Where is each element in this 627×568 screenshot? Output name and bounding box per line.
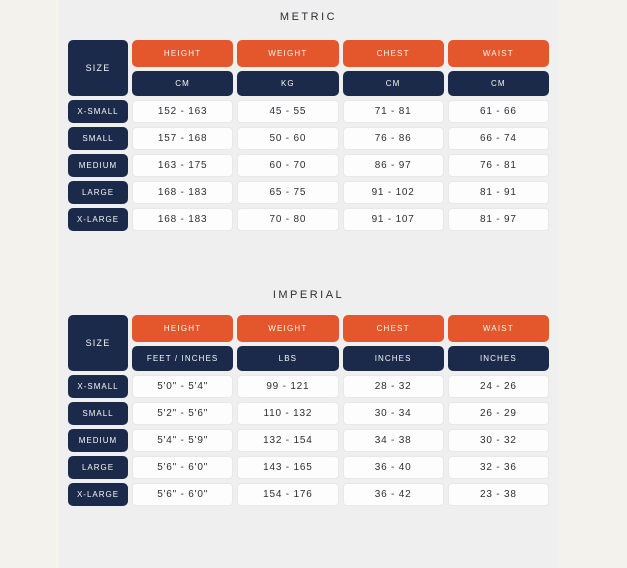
metric-xlarge-chest: 91 - 107: [343, 208, 444, 231]
metric-unit-chest: CM: [343, 71, 444, 96]
metric-large-waist: 81 - 91: [448, 181, 549, 204]
imperial-large-chest: 36 - 40: [343, 456, 444, 479]
imperial-small-height: 5'2" - 5'6": [132, 402, 233, 425]
metric-row-medium-label: MEDIUM: [68, 154, 128, 177]
imperial-row-xlarge-label: X-LARGE: [68, 483, 128, 506]
imperial-row-small-label: SMALL: [68, 402, 128, 425]
metric-column-header-weight: WEIGHT: [237, 40, 338, 67]
imperial-xlarge-height: 5'6" - 6'0": [132, 483, 233, 506]
imperial-large-weight: 143 - 165: [237, 456, 338, 479]
imperial-small-chest: 30 - 34: [343, 402, 444, 425]
imperial-medium-height: 5'4" - 5'9": [132, 429, 233, 452]
metric-xlarge-waist: 81 - 97: [448, 208, 549, 231]
imperial-xlarge-waist: 23 - 38: [448, 483, 549, 506]
imperial-xsmall-height: 5'0" - 5'4": [132, 375, 233, 398]
metric-xsmall-chest: 71 - 81: [343, 100, 444, 123]
metric-large-height: 168 - 183: [132, 181, 233, 204]
metric-medium-chest: 86 - 97: [343, 154, 444, 177]
imperial-unit-height: FEET / INCHES: [132, 346, 233, 371]
metric-xlarge-height: 168 - 183: [132, 208, 233, 231]
metric-table-title: METRIC: [279, 11, 338, 23]
metric-medium-height: 163 - 175: [132, 154, 233, 177]
metric-xsmall-height: 152 - 163: [132, 100, 233, 123]
metric-medium-waist: 76 - 81: [448, 154, 549, 177]
imperial-unit-weight: LBS: [237, 346, 338, 371]
imperial-medium-weight: 132 - 154: [237, 429, 338, 452]
imperial-xsmall-waist: 24 - 26: [448, 375, 549, 398]
metric-size-header-cell: SIZE: [68, 40, 128, 96]
imperial-column-header-weight: WEIGHT: [237, 315, 338, 342]
imperial-xlarge-weight: 154 - 176: [237, 483, 338, 506]
metric-unit-weight: KG: [237, 71, 338, 96]
imperial-size-header-cell: SIZE: [68, 315, 128, 371]
metric-row-xlarge-label: X-LARGE: [68, 208, 128, 231]
imperial-xlarge-chest: 36 - 42: [343, 483, 444, 506]
imperial-unit-chest: INCHES: [343, 346, 444, 371]
metric-unit-waist: CM: [448, 71, 549, 96]
metric-column-header-waist: WAIST: [448, 40, 549, 67]
imperial-column-header-chest: CHEST: [343, 315, 444, 342]
metric-small-height: 157 - 168: [132, 127, 233, 150]
imperial-small-waist: 26 - 29: [448, 402, 549, 425]
metric-xlarge-weight: 70 - 80: [237, 208, 338, 231]
imperial-medium-waist: 30 - 32: [448, 429, 549, 452]
imperial-xsmall-weight: 99 - 121: [237, 375, 338, 398]
metric-xsmall-waist: 61 - 66: [448, 100, 549, 123]
metric-medium-weight: 60 - 70: [237, 154, 338, 177]
metric-column-header-chest: CHEST: [343, 40, 444, 67]
imperial-row-large-label: LARGE: [68, 456, 128, 479]
imperial-large-height: 5'6" - 6'0": [132, 456, 233, 479]
metric-large-weight: 65 - 75: [237, 181, 338, 204]
imperial-small-weight: 110 - 132: [237, 402, 338, 425]
metric-row-xsmall-label: X-SMALL: [68, 100, 128, 123]
imperial-table-title: IMPERIAL: [272, 289, 345, 301]
imperial-column-header-waist: WAIST: [448, 315, 549, 342]
imperial-row-medium-label: MEDIUM: [68, 429, 128, 452]
metric-row-small-label: SMALL: [68, 127, 128, 150]
metric-row-large-label: LARGE: [68, 181, 128, 204]
imperial-size-table: [68, 315, 549, 506]
metric-large-chest: 91 - 102: [343, 181, 444, 204]
imperial-medium-chest: 34 - 38: [343, 429, 444, 452]
metric-size-table: [68, 40, 549, 231]
imperial-column-header-height: HEIGHT: [132, 315, 233, 342]
imperial-row-xsmall-label: X-SMALL: [68, 375, 128, 398]
metric-small-weight: 50 - 60: [237, 127, 338, 150]
imperial-large-waist: 32 - 36: [448, 456, 549, 479]
metric-xsmall-weight: 45 - 55: [237, 100, 338, 123]
metric-small-chest: 76 - 86: [343, 127, 444, 150]
size-chart-panel: [59, 0, 558, 568]
imperial-xsmall-chest: 28 - 32: [343, 375, 444, 398]
metric-small-waist: 66 - 74: [448, 127, 549, 150]
metric-unit-height: CM: [132, 71, 233, 96]
imperial-unit-waist: INCHES: [448, 346, 549, 371]
metric-column-header-height: HEIGHT: [132, 40, 233, 67]
